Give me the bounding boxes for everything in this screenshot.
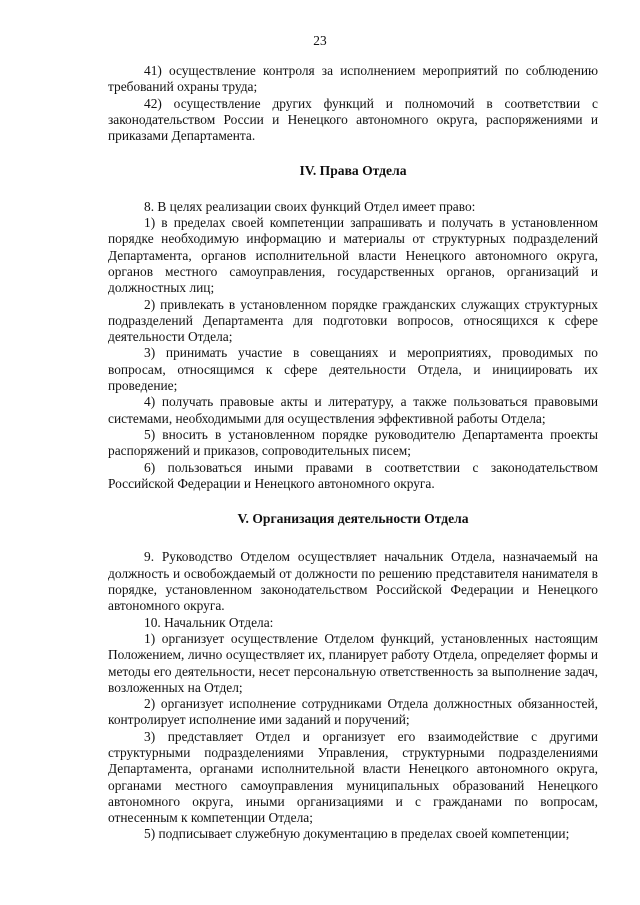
- rights-item-1: 1) в пределах своей компетенции запрашивать и получать в установленном порядке необходимую информацию и материалы от структурных подразделений Департамента, органов исполнительной власти Ненецкого автономного округа, органов местного самоуправления, государственных органов, организаций и должностных лиц;: [108, 215, 598, 296]
- section-heading-organization: V. Организация деятельности Отдела: [237, 511, 469, 527]
- paragraph-8: 8. В целях реализации своих функций Отдел имеет право:: [144, 198, 476, 214]
- rights-item-4: 4) получать правовые акты и литературу, а также пользоваться правовыми системами, необходимыми для осуществления эффективной работы Отдела;: [108, 394, 598, 426]
- head-duty-1: 1) организует осуществление Отделом функций, установленных настоящим Положением, лично осуществляет их, планирует работу Отдела, определяет формы и методы его деятельности, несет персональную ответственность за выполнение задач, возложенных на Отдел;: [108, 630, 598, 695]
- paragraph-10: 10. Начальник Отдела:: [144, 614, 274, 630]
- paragraph-41: 41) осуществление контроля за исполнением мероприятий по соблюдению требований охраны труда;: [108, 63, 598, 95]
- rights-item-2: 2) привлекать в установленном порядке гражданских служащих структурных подразделений Департамента для подготовки вопросов, относящихся к сфере деятельности Отдела;: [108, 296, 598, 345]
- rights-item-3: 3) принимать участие в совещаниях и мероприятиях, проводимых по вопросам, относящимся к сфере деятельности Отдела, и инициировать их проведение;: [108, 345, 598, 394]
- rights-item-5: 5) вносить в установленном порядке руководителю Департамента проекты распоряжений и приказов, сопроводительных писем;: [108, 426, 598, 459]
- rights-item-6: 6) пользоваться иными правами в соответствии с законодательством Российской Федерации и Ненецкого автономного округа.: [108, 459, 598, 491]
- document-body: [108, 63, 598, 843]
- paragraph-9: 9. Руководство Отделом осуществляет начальник Отдела, назначаемый на должность и освобождаемый от должности по решению представителя нанимателя в порядке, установленном законодательством Российской Федерации и Ненецкого автономного округа.: [108, 549, 598, 614]
- section-heading-rights: IV. Права Отдела: [299, 163, 407, 179]
- page-number: 23: [313, 33, 327, 48]
- head-duty-2: 2) организует исполнение сотрудниками Отдела должностных обязанностей, контролирует исполнение ими заданий и поручений;: [108, 696, 598, 728]
- head-duty-3: 3) представляет Отдел и организует его взаимодействие с другими структурными подразделениями Управления, структурными подразделениями Департамента, органами исполнительной власти Ненецкого автономного округа, органами местного самоуправления муниципальных образований Ненецкого автономного округа, иными организациями и с гражданами по вопросам, отнесенным к компетенции Отдела;: [108, 728, 598, 826]
- paragraph-42: 42) осуществление других функций и полномочий в соответствии с законодательством России и Ненецкого автономного округа, распоряжениями и приказами Департамента.: [108, 95, 598, 144]
- head-duty-5: 5) подписывает служебную документацию в пределах своей компетенции;: [144, 826, 570, 842]
